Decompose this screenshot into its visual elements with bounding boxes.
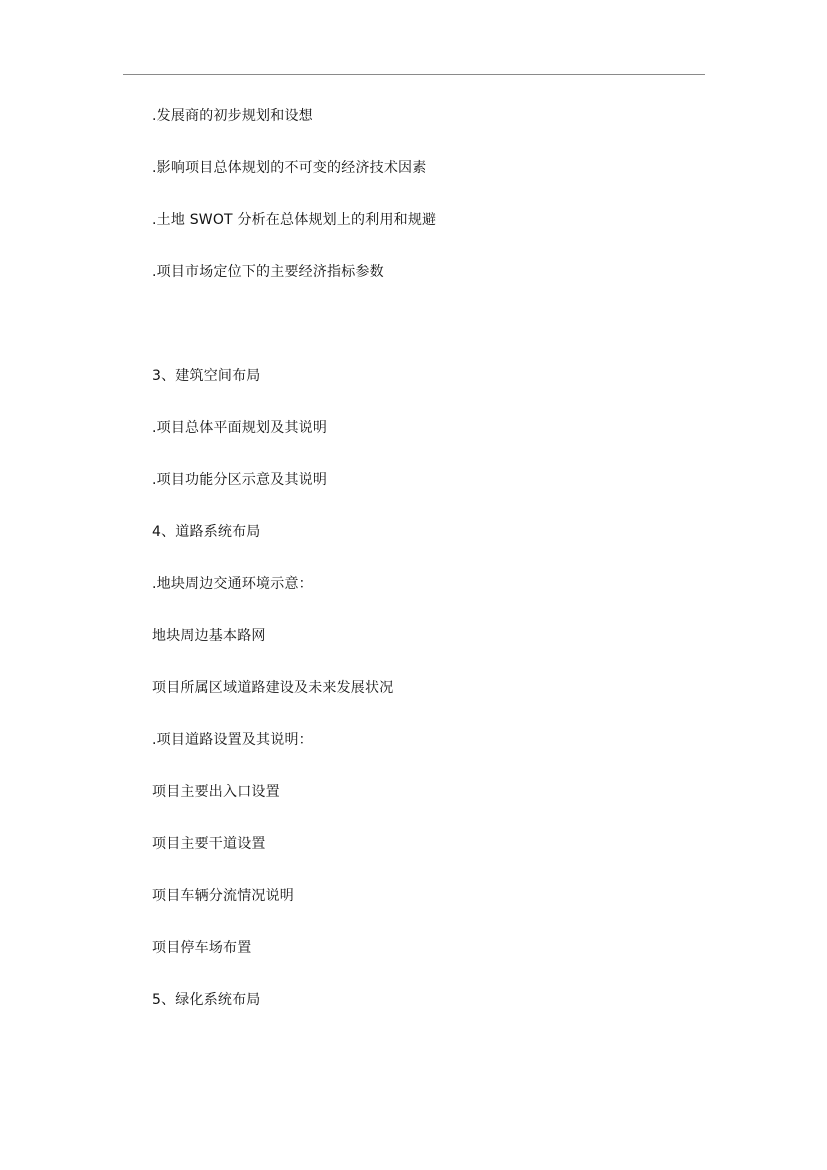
item-parking-layout: 项目停车场布置: [152, 940, 252, 956]
section-heading-greening-system: 5、绿化系统布局: [152, 992, 261, 1008]
bullet-main-economic-indicators: .项目市场定位下的主要经济指标参数: [152, 264, 384, 280]
bullet-surrounding-traffic: .地块周边交通环境示意：: [152, 576, 313, 592]
item-vehicle-diversion: 项目车辆分流情况说明: [152, 888, 294, 904]
bullet-invariant-economic-factors: .影响项目总体规划的不可变的经济技术因素: [152, 160, 427, 176]
bullet-land-swot-analysis: .土地 SWOT 分析在总体规划上的利用和规避: [152, 212, 437, 228]
item-main-roads: 项目主要干道设置: [152, 836, 266, 852]
bullet-overall-site-plan: .项目总体平面规划及其说明: [152, 420, 328, 436]
bullet-functional-zoning: .项目功能分区示意及其说明: [152, 472, 328, 488]
section-heading-road-system: 4、道路系统布局: [152, 524, 261, 540]
item-regional-road-development: 项目所属区域道路建设及未来发展状况: [152, 680, 394, 696]
item-main-entrances: 项目主要出入口设置: [152, 784, 280, 800]
bullet-developer-initial-plan: .发展商的初步规划和设想: [152, 108, 313, 124]
header-divider: [123, 74, 705, 75]
bullet-project-road-setup: .项目道路设置及其说明：: [152, 732, 313, 748]
section-heading-building-layout: 3、建筑空间布局: [152, 368, 261, 384]
item-basic-road-network: 地块周边基本路网: [152, 628, 266, 644]
